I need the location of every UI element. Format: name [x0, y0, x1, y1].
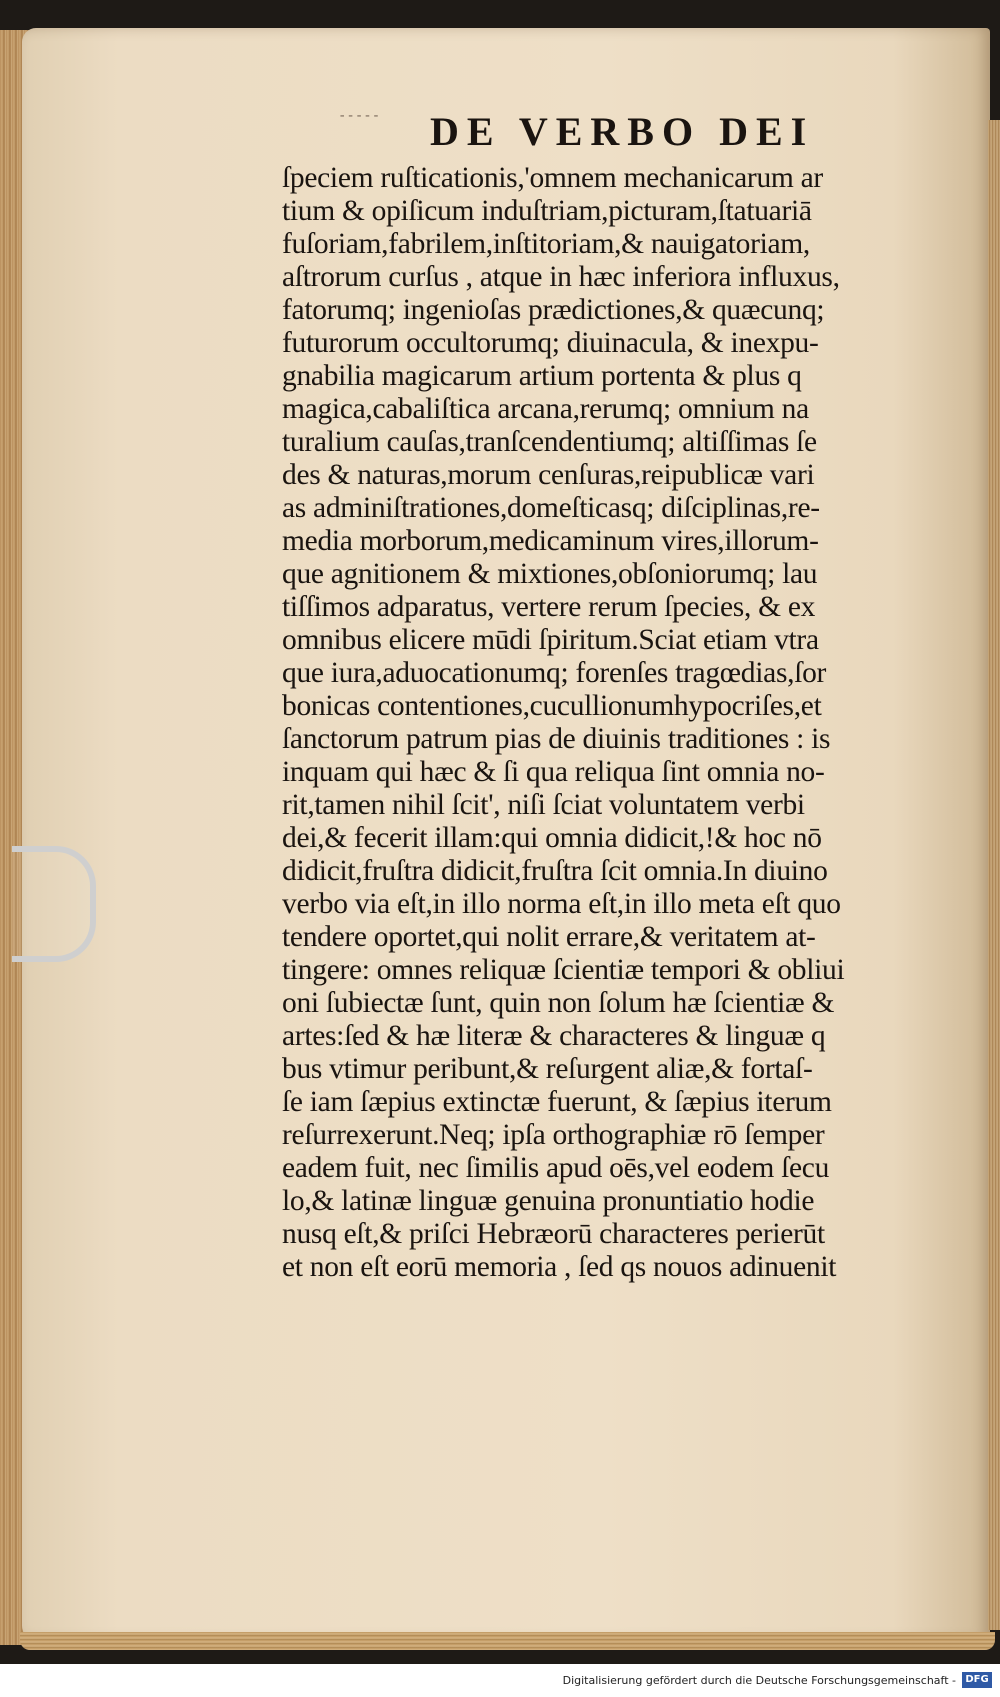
dfg-logo: DFG — [962, 1672, 992, 1688]
text-line: gnabilia magicarum artium portenta & plus q — [282, 360, 802, 392]
text-line: tendere oportet,qui nolit errare,& veritatem at- — [282, 921, 816, 953]
text-line: eadem fuit, nec ſimilis apud oēs,vel eodem ſecu — [282, 1152, 830, 1184]
text-line: futurorum occultorumq; diuinacula, & inexpu- — [282, 327, 819, 359]
text-line: que iura,aduocationumq; forenſes tragœdias,ſor — [282, 657, 827, 689]
text-line: fatorumq; ingenioſas prædictiones,& quæcunq; — [282, 294, 825, 326]
running-head: DE VERBO DEI — [430, 109, 815, 154]
text-line: oni ſubiectæ ſunt, quin non ſolum hæ ſcientiæ & — [282, 987, 835, 1019]
text-line: artes:ſed & hæ literæ & characteres & linguæ q — [282, 1020, 826, 1052]
text-line: tiſſimos adparatus, vertere rerum ſpecies, & ex — [282, 591, 816, 623]
text-line: dei,& fecerit illam:qui omnia didicit,!& hoc nō — [282, 822, 822, 854]
text-line: inquam qui hæc & ſi qua reliqua ſint omnia no- — [282, 756, 825, 788]
text-line: fuſoriam,fabrilem,inſtitoriam,& nauigatoriam, — [282, 228, 811, 260]
body-text — [282, 162, 982, 1284]
head-mark: ----- — [338, 108, 381, 124]
text-line: turalium cauſas,tranſcendentiumq; altiſſimas ſe — [282, 426, 817, 458]
text-line: tingere: omnes reliquæ ſcientiæ tempori & obliui — [282, 954, 845, 986]
text-line: as adminiſtrationes,domeſticasq; diſciplinas,re- — [282, 492, 820, 524]
text-line: que agnitionem & mixtiones,obſoniorumq; lau — [282, 558, 818, 590]
text-line: tium & opiſicum induſtriam,picturam,ſtatuariā — [282, 195, 812, 227]
text-line: magica,cabaliſtica arcana,rerumq; omnium na — [282, 393, 809, 425]
text-line: omnibus elicere mūdi ſpiritum.Sciat etiam vtra — [282, 624, 819, 656]
page-edges-bottom — [20, 1632, 995, 1650]
text-line: nusq eſt,& priſci Hebræorū characteres perierūt — [282, 1218, 825, 1250]
text-line: bonicas contentiones,cucullionumhypocriſes,et — [282, 690, 822, 722]
text-line: et non eſt eorū memoria , ſed qs nouos adinuenit — [282, 1251, 837, 1283]
text-line: ſanctorum patrum pias de diuinis traditiones : is — [282, 723, 831, 755]
page-edges-right — [988, 120, 1000, 1630]
text-line: des & naturas,morum cenſuras,reipublicæ vari — [282, 459, 815, 491]
text-line: rit,tamen nihil ſcit', niſi ſciat voluntatem verbi — [282, 789, 805, 821]
text-line: bus vtimur peribunt,& reſurgent aliæ,& fortaſ- — [282, 1053, 813, 1085]
bookmark-clip — [12, 846, 96, 962]
text-line: aſtrorum curſus , atque in hæc inferiora influxus, — [282, 261, 840, 293]
footer-credit: Digitalisierung gefördert durch die Deutsche Forschungsgemeinschaft - — [562, 1674, 956, 1687]
text-line: lo,& latinæ linguæ genuina pronuntiatio hodie — [282, 1185, 815, 1217]
text-line: ſpeciem ruſticationis,'omnem mechanicarum ar — [282, 162, 823, 194]
text-line: reſurrexerunt.Neq; ipſa orthographiæ rō ſemper — [282, 1119, 825, 1151]
text-line: media morborum,medicaminum vires,illorum- — [282, 525, 819, 557]
text-line: ſe iam ſæpius extinctæ fuerunt, & ſæpius iterum — [282, 1086, 832, 1118]
text-line: verbo via eſt,in illo norma eſt,in illo meta eſt quo — [282, 888, 841, 920]
text-line: didicit,fruſtra didicit,fruſtra ſcit omnia.In diuino — [282, 855, 828, 887]
footer-bar — [0, 1664, 1000, 1697]
